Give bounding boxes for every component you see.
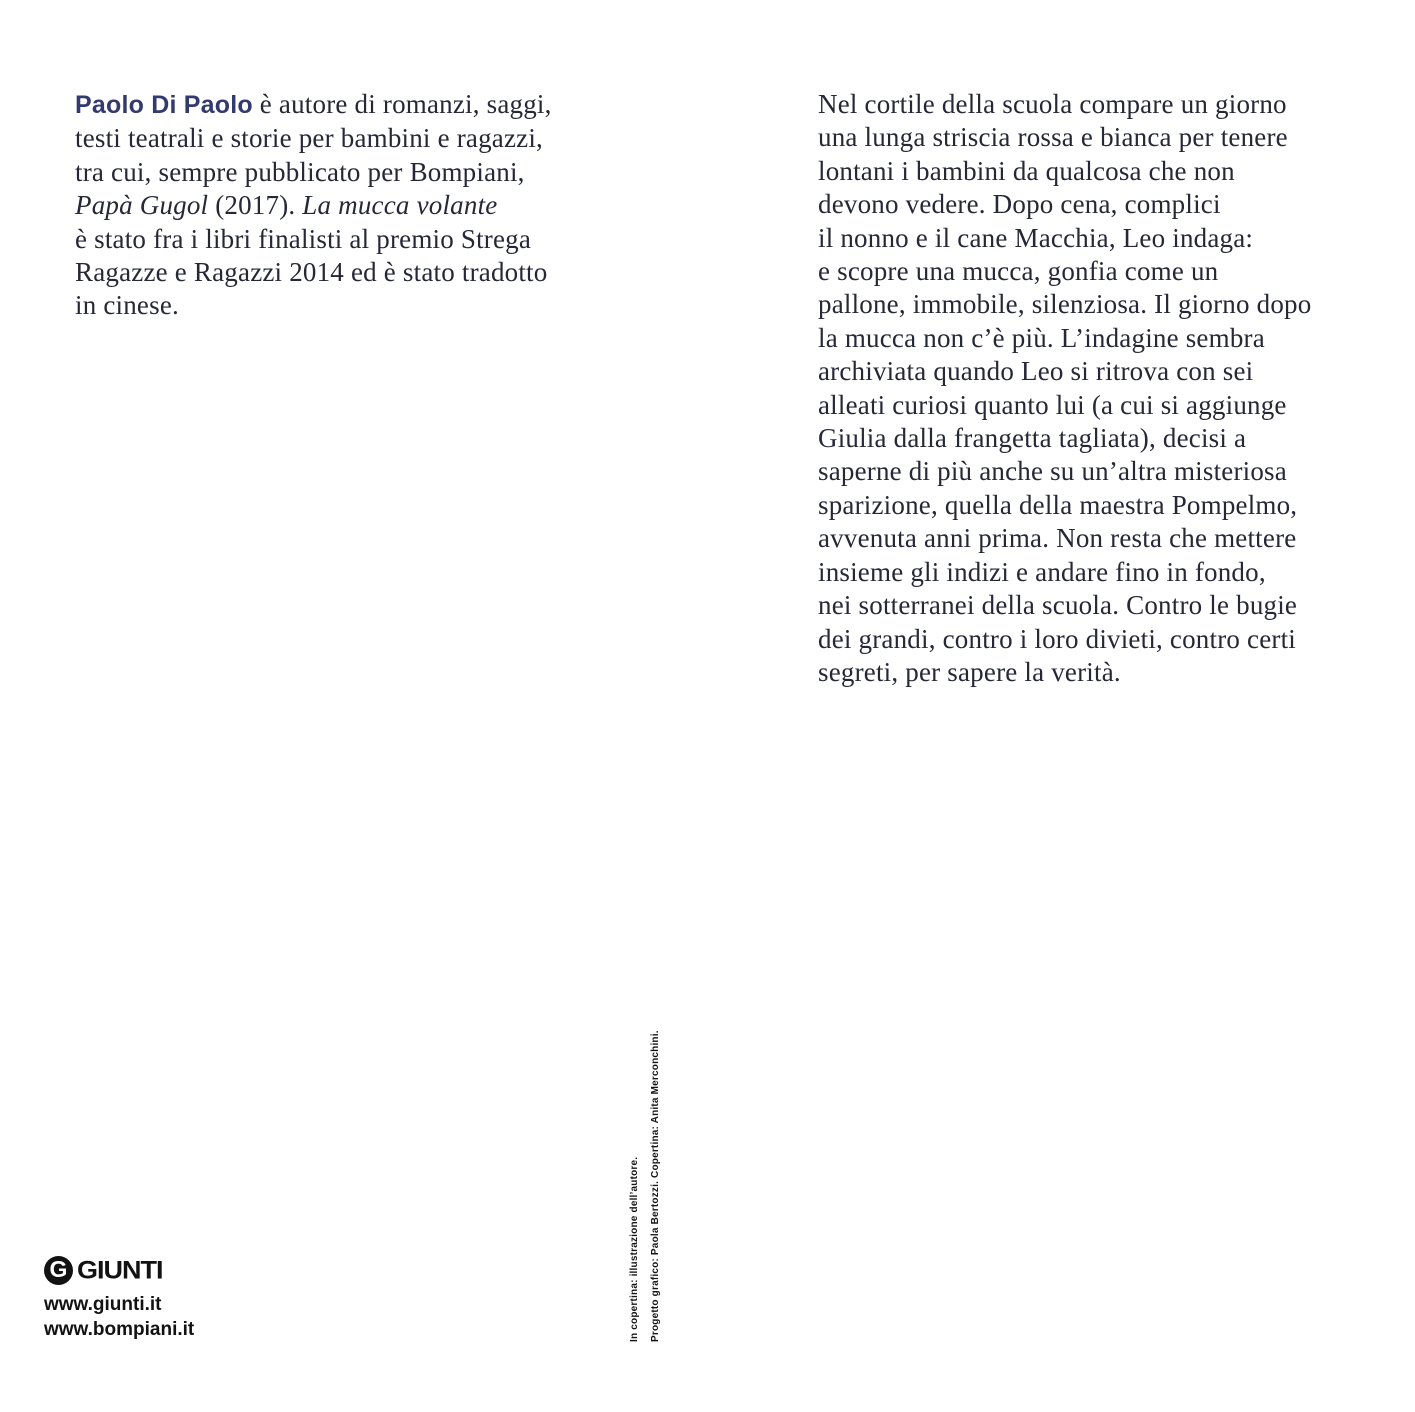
- giunti-logo-letter: G: [49, 1255, 68, 1282]
- synopsis-line: lontani i bambini da qualcosa che non: [818, 155, 1235, 186]
- synopsis-line: devono vedere. Dopo cena, complici: [818, 189, 1221, 220]
- book-title: Papà Gugol: [75, 190, 209, 221]
- synopsis-line: avvenuta anni prima. Non resta che mettere: [818, 523, 1297, 554]
- bio-text: (2017).: [208, 190, 303, 221]
- synopsis-line: insieme gli indizi e andare fino in fondo,: [818, 556, 1266, 587]
- bio-line: [75, 156, 675, 189]
- bio-text: testi teatrali e storie per bambini e ragazzi,: [75, 123, 543, 154]
- synopsis-line: una lunga striscia rossa e bianca per tenere: [818, 122, 1288, 153]
- synopsis-line: segreti, per sapere la verità.: [818, 656, 1121, 687]
- publisher-block: [44, 1255, 194, 1342]
- synopsis-line: Nel cortile della scuola compare un giorno: [818, 89, 1287, 119]
- synopsis-line: archiviata quando Leo si ritrova con sei: [818, 356, 1254, 387]
- bio-text: Ragazze e Ragazzi 2014 ed è stato tradotto: [75, 257, 548, 288]
- bio-text: in cinese.: [75, 290, 179, 321]
- synopsis-line: saperne di più anche su un’altra misteriosa: [818, 456, 1287, 487]
- bio-text: tra cui, sempre pubblicato per Bompiani,: [75, 156, 525, 187]
- synopsis-line: e scopre una mucca, gonfia come un: [818, 256, 1219, 287]
- bio-line: [75, 289, 675, 322]
- author-bio-block: [75, 88, 675, 323]
- credits-line: In copertina: illustrazione dell’autore.: [629, 1156, 640, 1342]
- bio-line: [75, 122, 675, 155]
- bio-text: è stato fra i libri finalisti al premio Strega: [75, 223, 532, 254]
- credits-line: Progetto grafico: Paola Bertozzi. Copertina: Anita Merconchini.: [650, 1030, 661, 1342]
- book-title: La mucca volante: [302, 190, 498, 221]
- synopsis-line: nei sotterranei della scuola. Contro le bugie: [818, 590, 1298, 621]
- credits-vertical-text: [624, 1030, 666, 1342]
- synopsis-line: pallone, immobile, silenziosa. Il giorno dopo: [818, 289, 1312, 320]
- synopsis-block: [818, 88, 1415, 689]
- giunti-url: www.giunti.it: [44, 1294, 162, 1315]
- bio-text: è autore di romanzi, saggi,: [252, 89, 552, 119]
- bio-line: [75, 189, 675, 222]
- synopsis-line: la mucca non c’è più. L’indagine sembra: [818, 322, 1265, 353]
- publisher-urls: [44, 1292, 194, 1342]
- synopsis-line: Giulia dalla frangetta tagliata), decisi a: [818, 423, 1247, 454]
- synopsis-line: dei grandi, contro i loro divieti, contro certi: [818, 623, 1297, 654]
- giunti-logo-icon: [44, 1256, 73, 1285]
- bio-line: [75, 256, 675, 289]
- bio-line: [75, 88, 675, 122]
- giunti-logo-text: GIUNTI: [77, 1255, 163, 1284]
- bompiani-url: www.bompiani.it: [44, 1319, 195, 1340]
- synopsis-line: sparizione, quella della maestra Pompelmo,: [818, 489, 1298, 520]
- synopsis-line: il nonno e il cane Macchia, Leo indaga:: [818, 222, 1254, 253]
- synopsis-line: alleati curiosi quanto lui (a cui si aggiunge: [818, 389, 1287, 420]
- bio-line: [75, 223, 675, 256]
- author-name: Paolo Di Paolo: [75, 91, 253, 119]
- giunti-logo: [44, 1255, 194, 1285]
